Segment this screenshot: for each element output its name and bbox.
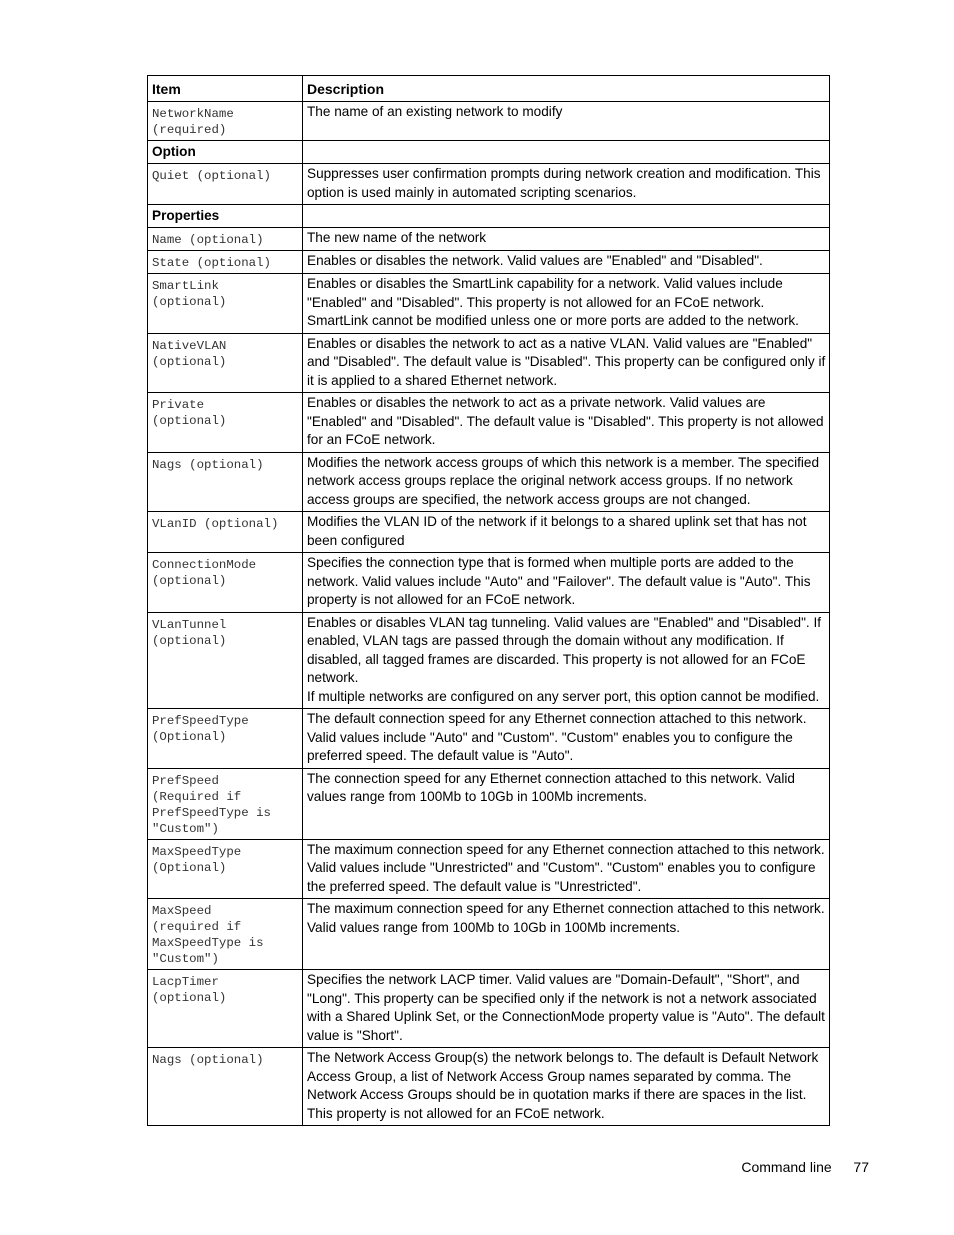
table-header-row	[148, 76, 830, 102]
table-row	[148, 251, 830, 274]
description-cell: The name of an existing network to modify	[303, 102, 830, 141]
table-row	[148, 839, 830, 899]
column-header-description: Description	[303, 76, 830, 102]
description-cell: Enables or disables the network to act as a private network. Valid values are "Enabled" and "Disabled". The default value is "Disabled". This property is not allowed for an FCoE network.	[303, 393, 830, 453]
item-cell: VLanID (optional)	[148, 512, 303, 553]
description-cell: Enables or disables the network. Valid values are "Enabled" and "Disabled".	[303, 251, 830, 274]
item-cell: NetworkName (required)	[148, 102, 303, 141]
table-row	[148, 102, 830, 141]
table-row	[148, 612, 830, 709]
table-section-row	[148, 205, 830, 228]
item-cell: PrefSpeed (Required if PrefSpeedType is "Custom")	[148, 768, 303, 839]
item-cell: VLanTunnel (optional)	[148, 612, 303, 709]
description-cell: The new name of the network	[303, 228, 830, 251]
parameter-table	[147, 75, 830, 1126]
table-row	[148, 899, 830, 970]
section-heading: Option	[148, 141, 303, 164]
item-cell: PrefSpeedType (Optional)	[148, 709, 303, 769]
description-cell: The connection speed for any Ethernet connection attached to this network. Valid values range from 100Mb to 10Gb in 100Mb increments.	[303, 768, 830, 839]
item-cell: Quiet (optional)	[148, 164, 303, 205]
item-cell: MaxSpeed (required if MaxSpeedType is "Custom")	[148, 899, 303, 970]
table-row	[148, 333, 830, 393]
description-cell: Suppresses user confirmation prompts during network creation and modification. This option is used mainly in automated scripting scenarios.	[303, 164, 830, 205]
section-description-cell	[303, 205, 830, 228]
table-section-row	[148, 141, 830, 164]
item-cell: ConnectionMode (optional)	[148, 553, 303, 613]
description-cell: Enables or disables the network to act as a native VLAN. Valid values are "Enabled" and "Disabled". The default value is "Disabled". This property can be configured only if it is applied to a shared Ethernet network.	[303, 333, 830, 393]
description-cell: Specifies the connection type that is formed when multiple ports are added to the network. Valid values include "Auto" and "Failover". The default value is "Auto". This property is not allowed for an FCoE network.	[303, 553, 830, 613]
description-cell: Modifies the network access groups of which this network is a member. The specified network access groups replace the original network access groups. If no network access groups are specified, the network access groups are not changed.	[303, 452, 830, 512]
item-cell: Name (optional)	[148, 228, 303, 251]
table-row	[148, 452, 830, 512]
item-cell: Nags (optional)	[148, 1048, 303, 1126]
item-cell: State (optional)	[148, 251, 303, 274]
description-cell: The maximum connection speed for any Ethernet connection attached to this network. Valid values include "Unrestricted" and "Custom". "Custom" enables you to configure the preferred speed. The default value is "Unrestricted".	[303, 839, 830, 899]
description-cell: Modifies the VLAN ID of the network if it belongs to a shared uplink set that has not been configured	[303, 512, 830, 553]
table-row	[148, 553, 830, 613]
description-cell: The default connection speed for any Ethernet connection attached to this network. Valid values include "Auto" and "Custom". "Custom" enables you to configure the preferred speed. The default value is "Auto".	[303, 709, 830, 769]
item-cell: Nags (optional)	[148, 452, 303, 512]
section-heading: Properties	[148, 205, 303, 228]
column-header-item: Item	[148, 76, 303, 102]
table-row	[148, 164, 830, 205]
item-cell: MaxSpeedType (Optional)	[148, 839, 303, 899]
table-row	[148, 274, 830, 334]
table-body	[148, 102, 830, 1126]
table-row	[148, 709, 830, 769]
footer-section-title: Command line	[741, 1159, 832, 1175]
description-cell: Enables or disables VLAN tag tunneling. Valid values are "Enabled" and "Disabled". If enabled, VLAN tags are passed through the domain without any modification. If disabled, all tagged frames are discarded. This property is not allowed for an FCoE network. If multiple networks are configured on any server port, this option cannot be modified.	[303, 612, 830, 709]
description-cell: The maximum connection speed for any Ethernet connection attached to this network. Valid values range from 100Mb to 10Gb in 100Mb increments.	[303, 899, 830, 970]
item-cell: SmartLink (optional)	[148, 274, 303, 334]
description-cell: Specifies the network LACP timer. Valid values are "Domain-Default", "Short", and "Long". This property can be specified only if the network is not a network associated with a Shared Uplink Set, or the ConnectionMode property value is "Auto". The default value is "Short".	[303, 970, 830, 1048]
table-row	[148, 393, 830, 453]
table-row	[148, 768, 830, 839]
page-number: 77	[853, 1159, 869, 1175]
table-row	[148, 228, 830, 251]
item-cell: LacpTimer (optional)	[148, 970, 303, 1048]
description-cell: The Network Access Group(s) the network belongs to. The default is Default Network Access Group, a list of Network Access Group names separated by comma. The Network Access Groups should be in quotation marks if there are spaces in the list. This property is not allowed for an FCoE network.	[303, 1048, 830, 1126]
section-description-cell	[303, 141, 830, 164]
page-footer	[741, 1159, 869, 1175]
table-row	[148, 512, 830, 553]
item-cell: NativeVLAN (optional)	[148, 333, 303, 393]
table-row	[148, 970, 830, 1048]
description-cell: Enables or disables the SmartLink capability for a network. Valid values include "Enabled" and "Disabled". This property is not allowed for an FCoE network. SmartLink cannot be modified unless one or more ports are added to the network.	[303, 274, 830, 334]
item-cell: Private (optional)	[148, 393, 303, 453]
table-row	[148, 1048, 830, 1126]
